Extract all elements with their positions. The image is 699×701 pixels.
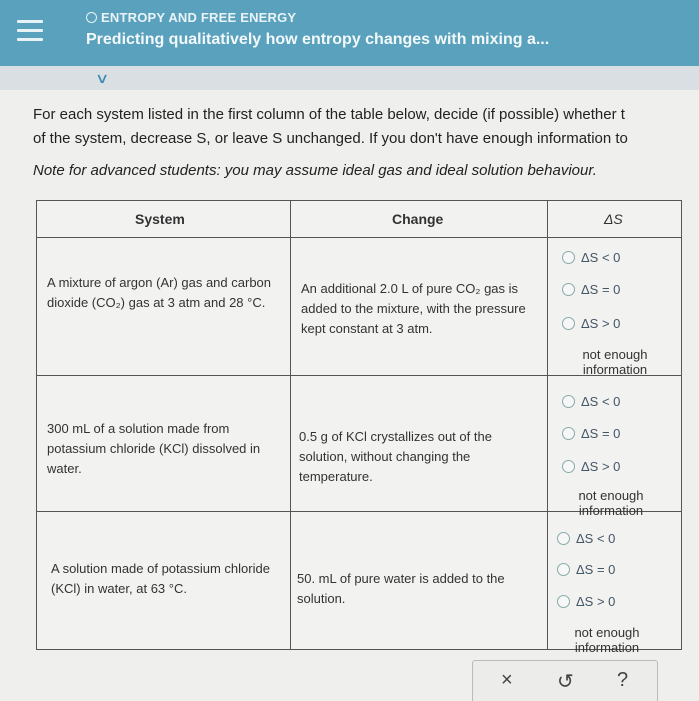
row-3-change: 50. mL of pure water is added to the solution. <box>297 571 505 606</box>
top-bar <box>0 0 699 66</box>
instructions-line-1: For each system listed in the first column of the table below, decide (if possible) whether t <box>33 106 625 123</box>
column-divider <box>547 201 548 649</box>
row-1-option-zero[interactable] <box>562 282 620 297</box>
row-2-option-positive[interactable] <box>562 459 620 474</box>
circle-icon <box>86 12 97 23</box>
column-divider <box>290 201 291 649</box>
page-title: Predicting qualitatively how entropy changes with mixing a... <box>86 31 550 48</box>
option-label: ΔS < 0 <box>581 394 621 409</box>
row-1-option-not-enough[interactable]: not enough information <box>582 347 648 377</box>
radio-icon[interactable] <box>562 427 575 440</box>
row-2-system: 300 mL of a solution made from potassium chloride (KCl) dissolved in water. <box>47 421 261 476</box>
option-label: ΔS = 0 <box>581 426 621 441</box>
radio-icon[interactable] <box>562 395 575 408</box>
option-label: ΔS < 0 <box>576 531 616 546</box>
radio-icon[interactable] <box>562 460 575 473</box>
radio-icon[interactable] <box>557 532 570 545</box>
row-1-change: An additional 2.0 L of pure CO₂ gas is added to the mixture, with the pressure kept constant at 3 atm. <box>301 281 526 336</box>
option-label: ΔS > 0 <box>581 459 621 474</box>
row-1-system: A mixture of argon (Ar) gas and carbon dioxide (CO₂) gas at 3 atm and 28 °C. <box>47 275 272 310</box>
option-label: ΔS = 0 <box>581 282 621 297</box>
option-label: ΔS > 0 <box>581 316 621 331</box>
header-delta-s: ΔS <box>604 211 623 227</box>
radio-icon[interactable] <box>562 317 575 330</box>
table-header <box>37 201 681 238</box>
row-2-option-not-enough[interactable]: not enough information <box>578 488 644 518</box>
instructions-line-2: of the system, decrease S, or leave S unchanged. If you don't have enough information to <box>33 130 628 147</box>
chevron-down-icon[interactable]: ∨ <box>94 70 110 86</box>
row-2-option-zero[interactable] <box>562 426 620 441</box>
row-3-option-negative[interactable] <box>557 531 615 546</box>
menu-icon[interactable] <box>17 20 43 47</box>
row-1-option-positive[interactable] <box>562 316 620 331</box>
option-label: ΔS < 0 <box>581 250 621 265</box>
action-bar <box>472 660 658 701</box>
row-3-option-zero[interactable] <box>557 562 615 577</box>
radio-icon[interactable] <box>562 251 575 264</box>
entropy-table <box>36 200 682 655</box>
row-1-option-negative[interactable] <box>562 250 620 265</box>
radio-icon[interactable] <box>557 563 570 576</box>
header-change: Change <box>392 211 444 227</box>
breadcrumb <box>86 10 296 25</box>
instructions <box>33 103 699 151</box>
row-3-option-positive[interactable] <box>557 594 615 609</box>
radio-icon[interactable] <box>562 283 575 296</box>
row-2-change: 0.5 g of KCl crystallizes out of the solution, without changing the temperature. <box>299 429 492 484</box>
row-2-option-negative[interactable] <box>562 394 620 409</box>
radio-icon[interactable] <box>557 595 570 608</box>
option-label: ΔS > 0 <box>576 594 616 609</box>
close-icon[interactable]: × <box>501 669 513 691</box>
option-label: ΔS = 0 <box>576 562 616 577</box>
undo-icon[interactable]: ↺ <box>557 671 574 693</box>
note <box>33 162 597 179</box>
help-icon[interactable]: ? <box>617 669 629 691</box>
note-text: Note for advanced students: you may assume ideal gas and ideal solution behaviour. <box>33 162 597 179</box>
row-3-system: A solution made of potassium chloride (KCl) in water, at 63 °C. <box>51 561 270 596</box>
breadcrumb-label: ENTROPY AND FREE ENERGY <box>101 10 297 25</box>
row-3-option-not-enough[interactable]: not enough information <box>574 625 640 655</box>
header-system: System <box>135 211 185 227</box>
